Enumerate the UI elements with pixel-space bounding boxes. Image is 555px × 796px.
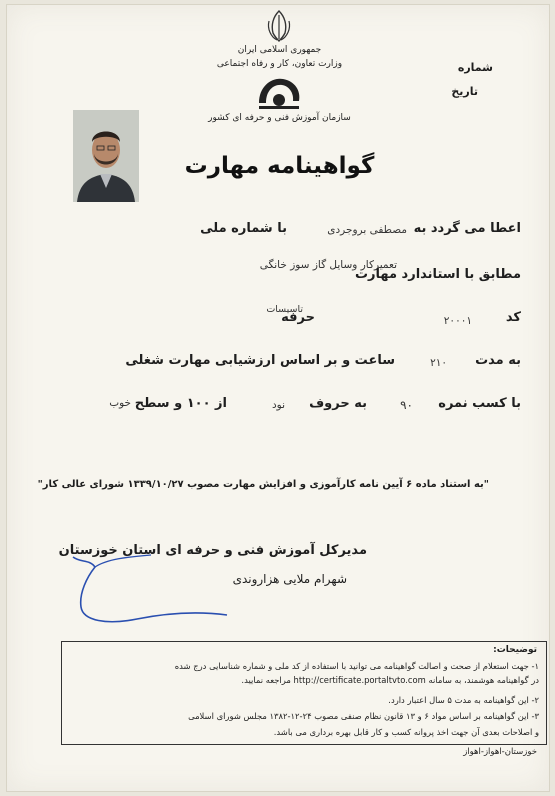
duration-value: ۲۱۰ [430, 357, 447, 369]
legal-reference: "به استناد ماده ۶ آیین نامه کارآموزی و افزایش مهارت مصوب ۱۳۳۹/۱۰/۲۷ شورای عالی کار" [37, 479, 489, 490]
note-line-3: ۳- این گواهینامه بر اساس مواد ۶ و ۱۳ قانون نظام صنفی مصوب ۲۴-۱۲-۱۳۸۲ مجلس شورای اسلامی [188, 711, 539, 721]
signatory-title: مدیرکل آموزش فنی و حرفه ای استان خوزستان [58, 543, 367, 558]
notes-title: توضیحات: [493, 645, 537, 655]
code-label: کد [505, 310, 521, 325]
score-label: با کسب نمره [438, 396, 521, 411]
org-line-1: جمهوری اسلامی ایران [237, 45, 322, 55]
number-label: شماره [457, 61, 493, 74]
document-title: گواهینامه مهارت [184, 153, 375, 179]
national-id-label: با شماره ملی [200, 221, 287, 236]
skill-standard-value: تعمیرکار وسایل گاز سوز خانگی [259, 259, 397, 271]
duration-label: به مدت [475, 353, 521, 368]
note-line-1: ۱- جهت استعلام از صحت و اصالت گواهینامه می توانید با استفاده از کد ملی و شماره شناسایی درج شده [174, 661, 539, 671]
score-in-words-label: به حروف [309, 396, 367, 411]
skill-standard-label: مطابق با استاندارد مهارت [354, 267, 521, 282]
level-value: خوب [109, 397, 131, 409]
iran-emblem-icon [259, 7, 299, 45]
org-line-3: سازمان آموزش فنی و حرفه ای کشور [208, 113, 351, 123]
code-value: ۲۰۰۰۱ [443, 315, 472, 327]
note-line-3-continued: و اصلاحات بعدی آن جهت اخذ پروانه کسب و کار قابل بهره برداری می باشد. [273, 727, 539, 737]
location-text: خوزستان-اهواز-اهواز [463, 747, 537, 757]
issued-to-label: اعطا می گردد به [413, 221, 521, 236]
certificate-sheet [6, 4, 550, 792]
holder-name: مصطفی بروجردی [327, 224, 407, 236]
note-line-1-continued: در گواهینامه هوشمند، به سامانه http://certificate.portaltvto.com مراجعه نمایید. [241, 675, 539, 685]
date-label: تاریخ [451, 85, 478, 98]
tvto-logo-icon [253, 73, 305, 113]
out-of-level-label: از ۱۰۰ و سطح [134, 396, 227, 411]
note-line-2: ۲- این گواهینامه به مدت ۵ سال اعتبار دارد. [388, 695, 539, 705]
score-value: ۹۰ [400, 398, 413, 412]
signatory-name: شهرام ملایی هزاروندی [232, 572, 347, 586]
holder-photo [73, 110, 139, 202]
org-line-2: وزارت تعاون، کار و رفاه اجتماعی [216, 59, 343, 69]
trade-value: تاسیسات [266, 304, 303, 315]
trade-label: حرفه [281, 310, 315, 325]
score-in-words-value: نود [271, 399, 285, 411]
hours-label: ساعت و بر اساس ارزشیابی مهارت شغلی [125, 353, 395, 368]
